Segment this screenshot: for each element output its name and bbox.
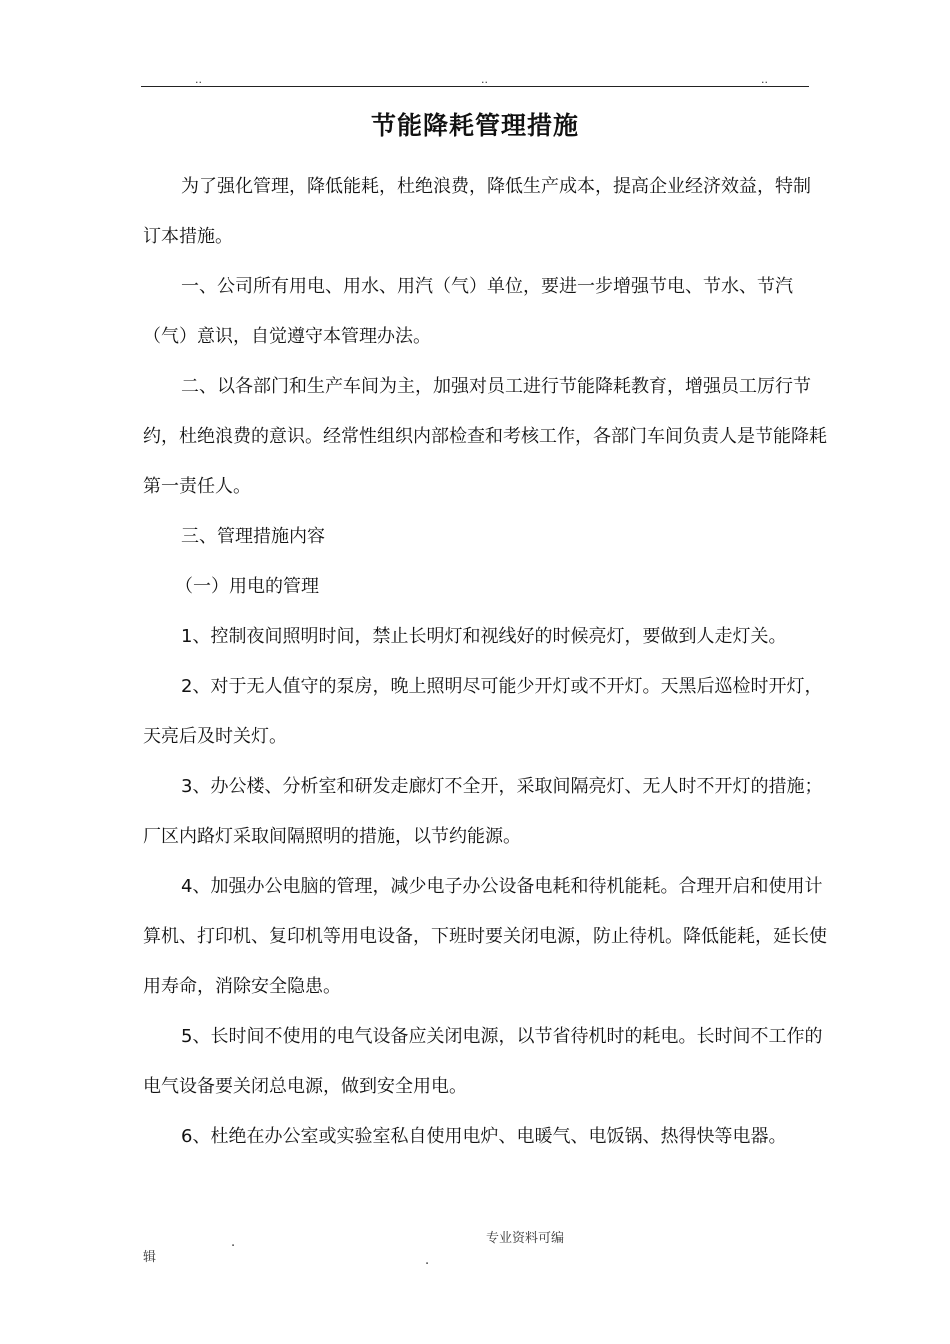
document-body	[143, 162, 827, 1162]
paragraph-item-2: 二、以各部门和生产车间为主，加强对员工进行节能降耗教育，增强员工厉行节约，杜绝浪费的意识。经常性组织内部检查和考核工作，各部门车间负责人是节能降耗第一责任人。	[143, 376, 827, 497]
header-dot-center: ..	[481, 73, 488, 86]
paragraph-intro: 为了强化管理，降低能耗，杜绝浪费，降低生产成本，提高企业经济效益，特制订本措施。	[143, 176, 811, 247]
list-item-2: 2、对于无人值守的泵房，晚上照明尽可能少开灯或不开灯。天黑后巡检时开灯，天亮后及时关灯。	[143, 676, 823, 747]
list-item-6: 6、杜绝在办公室或实验室私自使用电炉、电暖气、电饭锅、热得快等电器。	[181, 1126, 787, 1147]
footer-label: 专业资料可编	[486, 1231, 565, 1246]
footer-label-wrap: 辑	[143, 1250, 157, 1265]
paragraph-item-1: 一、公司所有用电、用水、用汽（气）单位，要进一步增强节电、节水、节汽（气）意识，自觉遵守本管理办法。	[143, 276, 793, 347]
footer-dot-1: .	[231, 1235, 236, 1250]
list-item-3: 3、办公楼、分析室和研发走廊灯不全开，采取间隔亮灯、无人时不开灯的措施；厂区内路灯采取间隔照明的措施，以节约能源。	[143, 776, 823, 847]
section-heading-3: 三、管理措施内容	[181, 526, 325, 547]
header-dot-left: ..	[195, 73, 202, 86]
footer-dot-2: .	[425, 1253, 430, 1268]
header-dot-right: ..	[761, 73, 768, 86]
subsection-heading-electricity: （一）用电的管理	[175, 576, 319, 597]
list-item-4: 4、加强办公电脑的管理，减少电子办公设备电耗和待机能耗。合理开启和使用计算机、打印机、复印机等用电设备，下班时要关闭电源，防止待机。降低能耗，延长使用寿命，消除安全隐患。	[143, 876, 827, 997]
header-rule	[141, 86, 809, 87]
document-title: 节能降耗管理措施	[370, 111, 579, 140]
list-item-5: 5、长时间不使用的电气设备应关闭电源，以节省待机时的耗电。长时间不工作的电气设备要关闭总电源，做到安全用电。	[143, 1026, 823, 1097]
list-item-1: 1、控制夜间照明时间，禁止长明灯和视线好的时候亮灯，要做到人走灯关。	[181, 626, 787, 647]
